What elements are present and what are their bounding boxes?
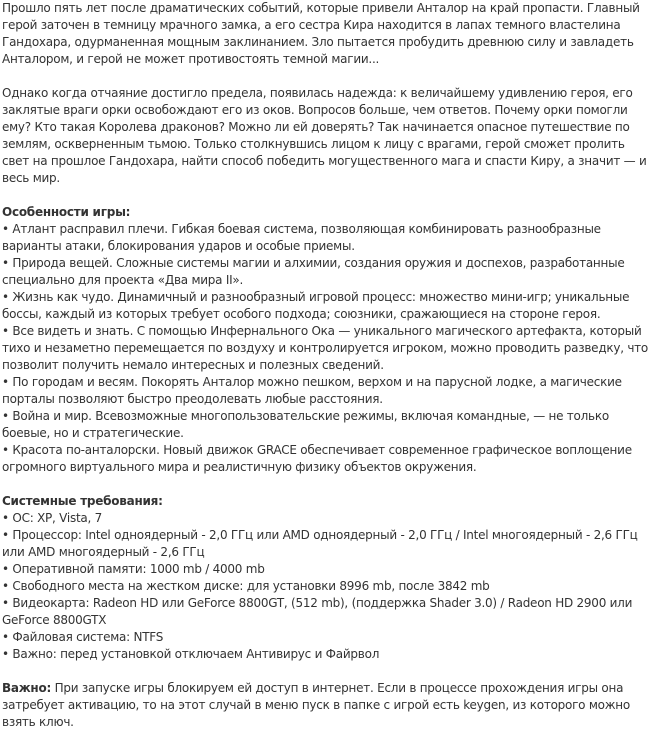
requirement-item: • Процессор: Intel одноядерный - 2,0 ГГц или AMD одноядерный - 2,0 ГГц / Intel многоядерный - 2,6 ГГц или AMD многоядерный - 2,6 ГГц (2, 528, 638, 559)
feature-item: • Природа вещей. Сложные системы магии и алхимии, создания оружия и доспехов, разработанные специально для проекта «Два мира II». (2, 256, 625, 287)
requirement-item: • Оперативной памяти: 1000 mb / 4000 mb (2, 562, 265, 576)
intro-paragraph-2: Однако когда отчаяние достигло предела, появилась надежда: к величайшему удивлению героя, его заклятые враги орки освобождают его из оков. Вопросов больше, чем ответов. Почему орки помогли ему? Кто такая Королева драконов? Можно ли ей доверять? Так начинается опасное путешествие по землям, оскверненным тьмою. Только столкнувшись лицом к лицу с врагами, герой сможет пролить свет на прошлое Гандохара, найти способ победить могущественного мага и спасти Киру, а значит — и весь мир. (2, 86, 647, 185)
requirements-heading: Системные требования: (2, 494, 163, 508)
feature-item: • По городам и весям. Покорять Анталор можно пешком, верхом и на парусной лодке, а магические порталы позволяют быстро преодолевать любые расстояния. (2, 375, 622, 406)
requirement-item: • Важно: перед установкой отключаем Антивирус и Файрвол (2, 647, 380, 661)
important-note (2, 680, 653, 731)
requirement-item: • Видеокарта: Radeon HD или GeForce 8800GT, (512 mb), (поддержка Shader 3.0) / Radeon HD 2900 или GeForce 8800GTX (2, 596, 633, 627)
important-text: При запуске игры блокируем ей доступ в интернет. Если в процессе прохождения игры она затребует активацию, то на этот случай в меню пуск в папке с игрой есть keygen, из которого можно взять ключ. (2, 681, 630, 729)
features-heading: Особенности игры: (2, 205, 131, 219)
requirement-item: • Файловая система: NTFS (2, 630, 164, 644)
feature-item: • Атлант расправил плечи. Гибкая боевая система, позволяющая комбинировать разнообразные варианты атаки, блокирования ударов и особые приемы. (2, 222, 601, 253)
requirement-item: • ОС: XP, Vista, 7 (2, 511, 103, 525)
requirements-section (2, 493, 653, 663)
feature-item: • Красота по-анталорски. Новый движок GRACE обеспечивает современное графическое воплощение огромного виртуального мира и реалистичную физику объектов окружения. (2, 443, 632, 474)
requirement-item: • Свободного места на жестком диске: для установки 8996 mb, после 3842 mb (2, 579, 490, 593)
intro-paragraph-1: Прошло пять лет после драматических событий, которые привели Анталор на край пропасти. Главный герой заточен в темницу мрачного замка, а его сестра Кира находится в лапах темного властелина Гандохара, одурманенная мощным заклинанием. Зло пытается пробудить древнюю силу и завладеть Анталором, и герой не может противостоять темной магии... (2, 1, 640, 66)
feature-item: • Жизнь как чудо. Динамичный и разнообразный игровой процесс: множество мини-игр; уникальные боссы, каждый из которых требует особого подхода; союзники, сражающиеся на стороне героя. (2, 290, 630, 321)
feature-item: • Война и мир. Всевозможные многопользовательские режимы, включая командные, — не только боевые, но и стратегические. (2, 409, 609, 440)
features-section (2, 204, 653, 476)
important-label: Важно: (2, 681, 52, 695)
feature-item: • Все видеть и знать. С помощью Инфернального Ока — уникального магического артефакта, который тихо и незаметно перемещается по воздуху и контролируется игроком, можно проводить разведку, что позволит получить немало интересных и полезных сведений. (2, 324, 649, 372)
